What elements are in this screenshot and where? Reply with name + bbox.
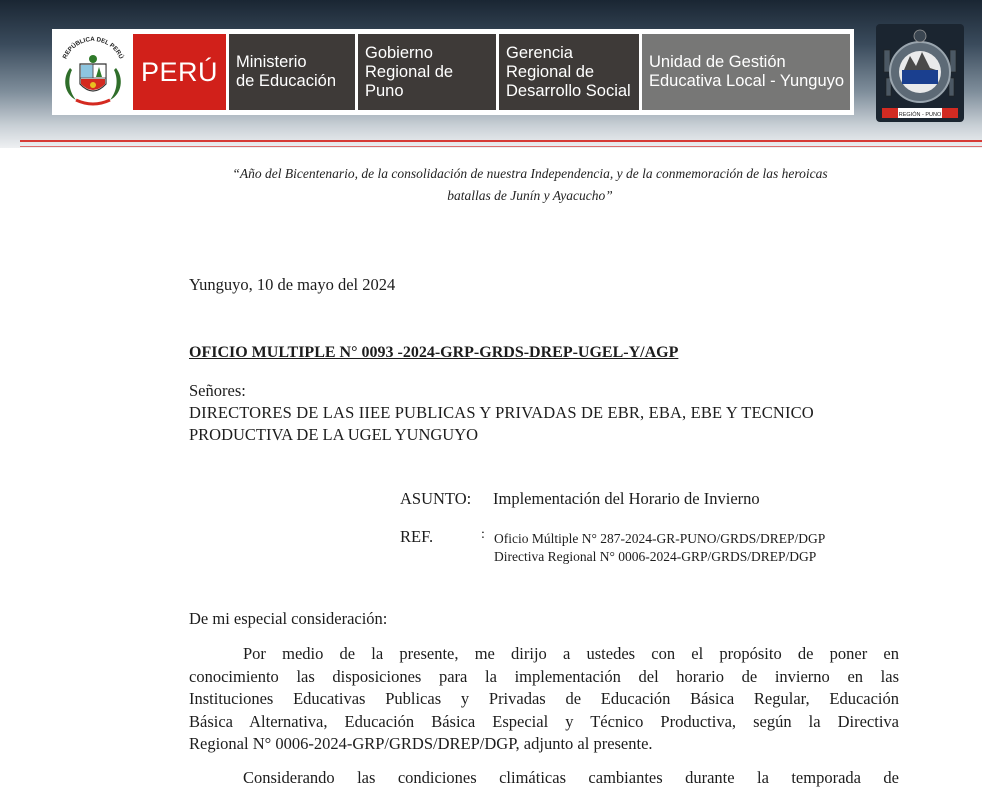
recipient-line2: PRODUCTIVA DE LA UGEL YUNGUYO (189, 425, 479, 444)
body-paragraph-1 (189, 643, 899, 756)
ministry-box-line2: de Educación (236, 72, 336, 90)
svg-text:REGIÓN - PUNO: REGIÓN - PUNO (898, 112, 942, 118)
social-dev-box-line1: Gerencia (506, 43, 573, 62)
regional-gov-box (358, 34, 496, 110)
coat-of-arms-icon (56, 34, 130, 110)
paragraph1-line2: conocimiento las disposiciones para la implementación del horario de invierno en las (189, 666, 899, 686)
paragraph1-line5: Regional N° 0006-2024-GRP/GRDS/DREP/DGP, adjunto al presente. (189, 734, 653, 753)
asunto-label: ASUNTO: (400, 489, 472, 508)
year-motto-line2: batallas de Junín y Ayacucho” (447, 188, 613, 203)
header-divider-line (20, 140, 982, 142)
svg-text:REPÚBLICA DEL PERÚ: REPÚBLICA DEL PERÚ (61, 35, 125, 61)
ugel-box-line2: Educativa Local - Yunguyo (649, 72, 845, 90)
header-divider-line-thin (20, 146, 982, 147)
ref-label: REF. (400, 527, 434, 546)
peru-brand: PERÚ (133, 34, 226, 110)
social-dev-box-line2: Regional de (506, 62, 595, 81)
ugel-box-line1: Unidad de Gestión (649, 53, 786, 71)
regional-gov-box-line2: Regional de Puno (365, 62, 454, 100)
ministry-box (229, 34, 355, 110)
ugel-box (642, 34, 850, 110)
social-dev-box (499, 34, 639, 110)
paragraph1-line4: Básica Alternativa, Educación Básica Especial y Técnico Productiva, según la Directiva (189, 711, 899, 731)
recipient-line1: DIRECTORES DE LAS IIEE PUBLICAS Y PRIVADAS DE EBR, EBA, EBE Y TECNICO (189, 403, 814, 422)
ref-line2: Directiva Regional N° 0006-2024-GRP/GRDS/DREP/DGP (494, 549, 817, 564)
ref-colon: : (481, 527, 485, 542)
region-puno-emblem-icon (874, 22, 966, 124)
year-motto-line1: “Año del Bicentenario, de la consolidación de nuestra Independencia, y de la conmemoración de las heroicas (232, 166, 828, 181)
oficio-reference-number: OFICIO MULTIPLE N° 0093 -2024-GRP-GRDS-DREP-UGEL-Y/AGP (189, 344, 679, 361)
year-motto (0, 163, 982, 207)
paragraph2-line1: Considerando las condiciones climáticas cambiantes durante la temporada de (243, 768, 899, 787)
paragraph1-line3: Instituciones Educativas Publicas y Privadas de Educación Básica Regular, Educación (189, 689, 899, 708)
asunto-value: Implementación del Horario de Invierno (493, 489, 760, 508)
regional-gov-box-line1: Gobierno (365, 43, 433, 62)
letter-date: Yunguyo, 10 de mayo del 2024 (189, 275, 396, 294)
ref-line1: Oficio Múltiple N° 287-2024-GR-PUNO/GRDS/DREP/DGP (494, 531, 826, 546)
social-dev-box-line3: Desarrollo Social (506, 81, 631, 100)
letter-greeting: De mi especial consideración: (189, 609, 388, 628)
salutation-to: Señores: (189, 381, 246, 400)
body-paragraph-2 (189, 767, 899, 790)
paragraph1-line1: Por medio de la presente, me dirijo a ustedes con el propósito de poner en (243, 644, 899, 663)
ministry-box-line1: Ministerio (236, 53, 307, 71)
